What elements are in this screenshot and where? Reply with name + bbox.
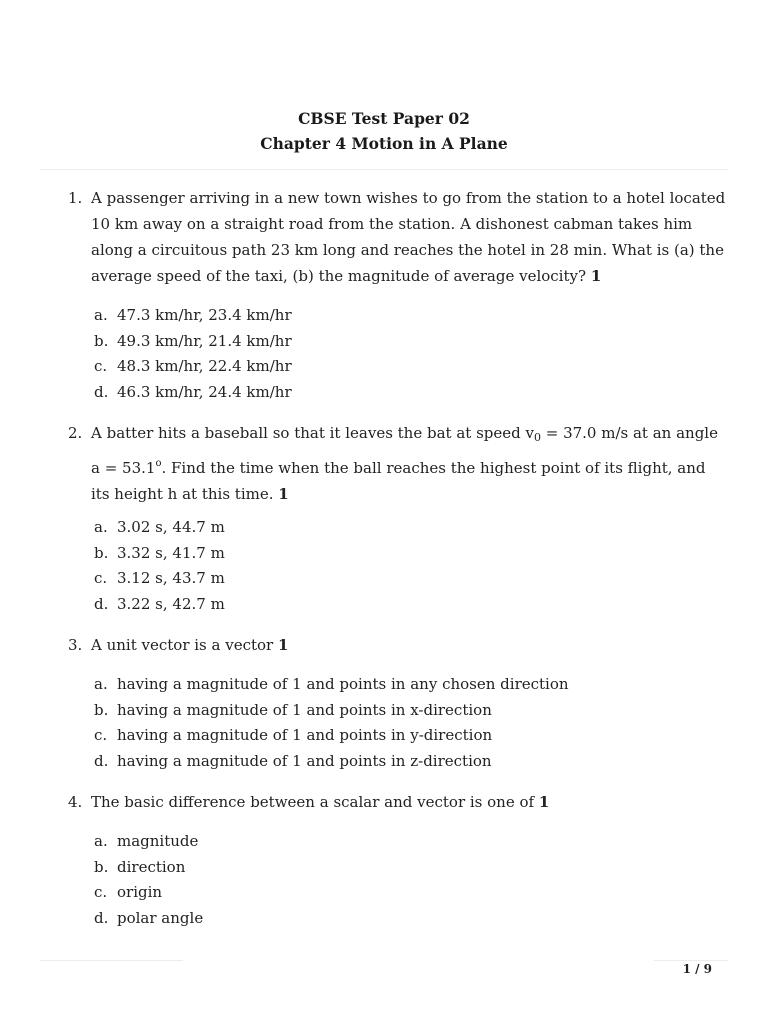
option-b: b. 49.3 km/hr, 21.4 km/hr xyxy=(94,331,292,350)
options-list-4 xyxy=(94,829,203,931)
marks-label: 1 xyxy=(538,793,550,811)
question-number: 2. xyxy=(68,424,83,442)
option-c: c. 48.3 km/hr, 22.4 km/hr xyxy=(94,357,292,375)
title-block xyxy=(0,106,768,156)
options-list-1 xyxy=(94,303,292,405)
footer-divider-left xyxy=(40,960,183,961)
option-d: d. polar angle xyxy=(94,908,204,927)
question-1 xyxy=(68,185,728,289)
marks-label: 1 xyxy=(278,485,289,503)
option-c: c. 3.12 s, 43.7 m xyxy=(94,569,225,587)
option-c: c. origin xyxy=(94,883,163,901)
option-d: d. 3.22 s, 42.7 m xyxy=(94,594,225,613)
question-text: A passenger arriving in a new town wishes to go from the station to a hotel located 10 km away on a straight road from the station. A dishonest cabman takes him along a circuitous path 23 km long and reaches the hotel in 28 min. What is (a) the average speed of the taxi, (b) the magnitude of average velocity? 1 xyxy=(91,189,726,285)
question-4 xyxy=(68,789,728,815)
page-number: 1 / 9 xyxy=(682,962,712,976)
question-text: A unit vector is a vector 1 xyxy=(91,636,289,654)
option-a: a. magnitude xyxy=(94,832,199,850)
marks-label: 1 xyxy=(278,636,289,654)
options-list-2 xyxy=(94,515,225,617)
page-title: CBSE Test Paper 02 xyxy=(298,109,470,128)
marks-label: 1 xyxy=(590,267,602,285)
option-a: a. having a magnitude of 1 and points in any chosen direction xyxy=(94,675,569,693)
header-divider xyxy=(40,169,728,170)
option-b: b. direction xyxy=(94,857,186,876)
option-d: d. 46.3 km/hr, 24.4 km/hr xyxy=(94,382,292,401)
question-number: 1. xyxy=(68,189,83,207)
chapter-title: Chapter 4 Motion in A Plane xyxy=(260,134,508,153)
question-text: A batter hits a baseball so that it leaves the bat at speed $v_0 = 37.0$ m/s at an angle $a = 53.1^o$. Find the time when the ball reaches the highest point of its flight, and its height h at this time. 1 xyxy=(91,424,718,503)
question-text: The basic difference between a scalar and vector is one of 1 xyxy=(91,793,550,811)
option-d: d. having a magnitude of 1 and points in z-direction xyxy=(94,751,492,770)
option-a: a. 47.3 km/hr, 23.4 km/hr xyxy=(94,306,292,324)
options-list-3 xyxy=(94,672,569,774)
option-b: b. 3.32 s, 41.7 m xyxy=(94,543,225,562)
question-number: 3. xyxy=(68,636,83,654)
option-b: b. having a magnitude of 1 and points in x-direction xyxy=(94,700,492,719)
question-2 xyxy=(68,420,728,507)
question-3 xyxy=(68,632,728,658)
option-a: a. 3.02 s, 44.7 m xyxy=(94,518,225,536)
question-number: 4. xyxy=(68,793,83,811)
option-c: c. having a magnitude of 1 and points in y-direction xyxy=(94,726,493,744)
